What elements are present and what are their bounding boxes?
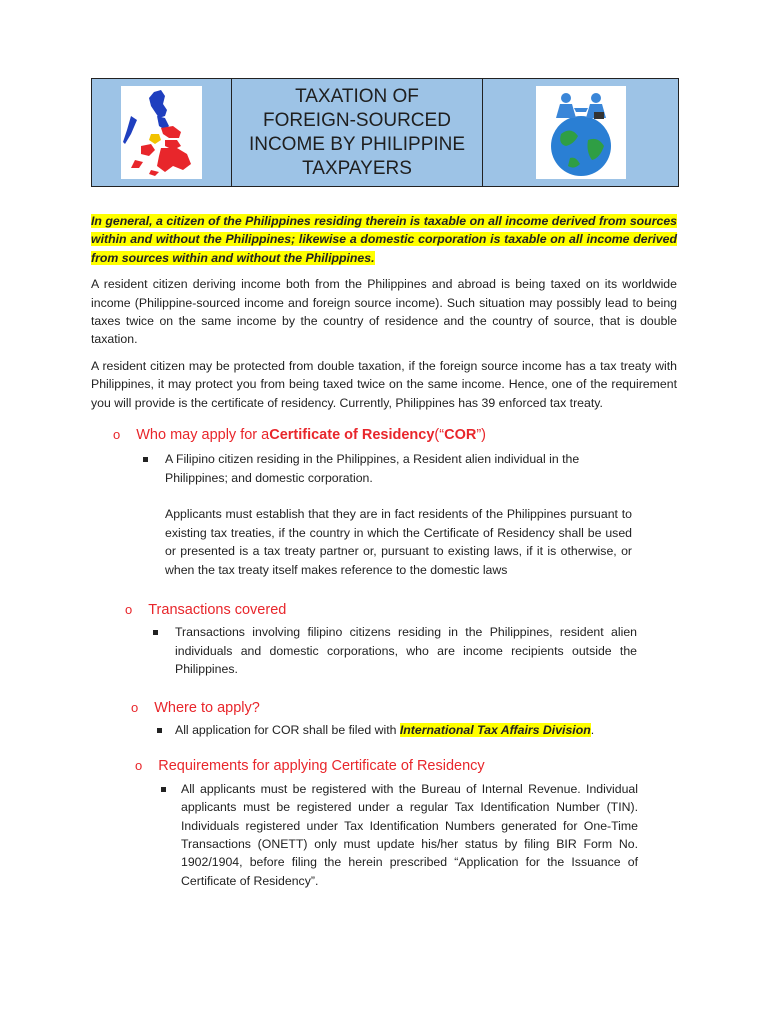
bullet-glyph: o [131, 699, 139, 715]
paragraph-double-taxation: A resident citizen may be protected from double taxation, if the foreign source income has a tax treaty with Philippines, it may protect you from being taxed twice on the same income. Hence, one of the requirement you will provide is the certificate of residency. Currently, Philippines has 39 enforced tax treaty. [91, 358, 677, 410]
banner-right-cell [483, 79, 678, 186]
philippines-map-image [121, 86, 202, 179]
applicants-residency-text: Applicants must establish that they are in fact residents of the Philippines pursuant to existing tax treaties, if the country in which the Certificate of Residency shall be used or presented is a tax treaty partner or, pursuant to existing laws, if it is otherwise, or when the tax treaty itself makes reference to the domestic laws [165, 507, 632, 577]
section-transactions-heading: o Transactions covered [125, 601, 287, 618]
banner-title [232, 79, 483, 186]
section-requirements-heading: o Requirements for applying Certificate of Residency [135, 758, 485, 775]
title-line-1: TAXATION OF [295, 85, 419, 107]
square-bullet-icon [153, 630, 158, 635]
where-to-apply-text: All application for COR shall be filed with International Tax Affairs Division. [175, 722, 595, 737]
requirements-text: All applicants must be registered with the Bureau of Internal Revenue. Individual applicants must be registered under a regular Tax Identification Number (TIN). Individuals registered under Tax Identification Numbers generated for One-Time Transactions (ONETT) only must update his/her status by filing BIR Form No. 1902/1904, before filing the herein prescribed “Application for the Issuance of Certificate of Residency”. [181, 781, 638, 888]
list-item [157, 721, 677, 739]
paragraph-worldwide-income: A resident citizen deriving income both from the Philippines and abroad is being taxed on its worldwide income (Philippine-sourced income and foreign source income). Such situation may possibly lead to being taxes twice on the same income by the country of residence and the country of source, that is double taxation. [91, 277, 677, 347]
document-body [91, 212, 677, 890]
square-bullet-icon [157, 728, 162, 733]
section-who-may-apply-heading: o Who may apply for a Certificate of Residency (“ COR ”) [113, 427, 486, 444]
transactions-text: Transactions involving filipino citizens residing in the Philippines, resident alien individuals and domestic corporations, who are income recipients outside the Philippines. [175, 625, 637, 677]
list-item [161, 780, 677, 890]
section-where-to-apply-heading: o Where to apply? [131, 699, 260, 716]
intro-highlight: In general, a citizen of the Philippines residing therein is taxable on all income derived from sources within and without the Philippines; likewise a domestic corporation is taxable on all income derived from sources within and without the Philippines. [91, 214, 677, 265]
header-banner [91, 78, 679, 187]
who-may-apply-text: A Filipino citizen residing in the Philippines, a Resident alien individual in the Philippines; and domestic corporation. [165, 452, 580, 485]
banner-left-cell [92, 79, 232, 186]
globe-handshake-icon [536, 86, 626, 179]
globe-handshake-image [536, 86, 626, 179]
title-line-4: TAXPAYERS [302, 157, 412, 179]
square-bullet-icon [143, 457, 148, 462]
intro-paragraph [91, 212, 677, 267]
bullet-glyph: o [113, 427, 121, 443]
itad-highlight: International Tax Affairs Division [399, 722, 591, 737]
title-line-3: INCOME BY PHILIPPINE [248, 133, 466, 155]
title-line-2: FOREIGN-SOURCED [263, 109, 451, 131]
philippines-map-icon [121, 86, 202, 179]
list-item [143, 450, 677, 487]
square-bullet-icon [161, 787, 166, 792]
list-item [153, 623, 677, 678]
bullet-glyph: o [125, 601, 133, 617]
bullet-glyph: o [135, 758, 143, 774]
